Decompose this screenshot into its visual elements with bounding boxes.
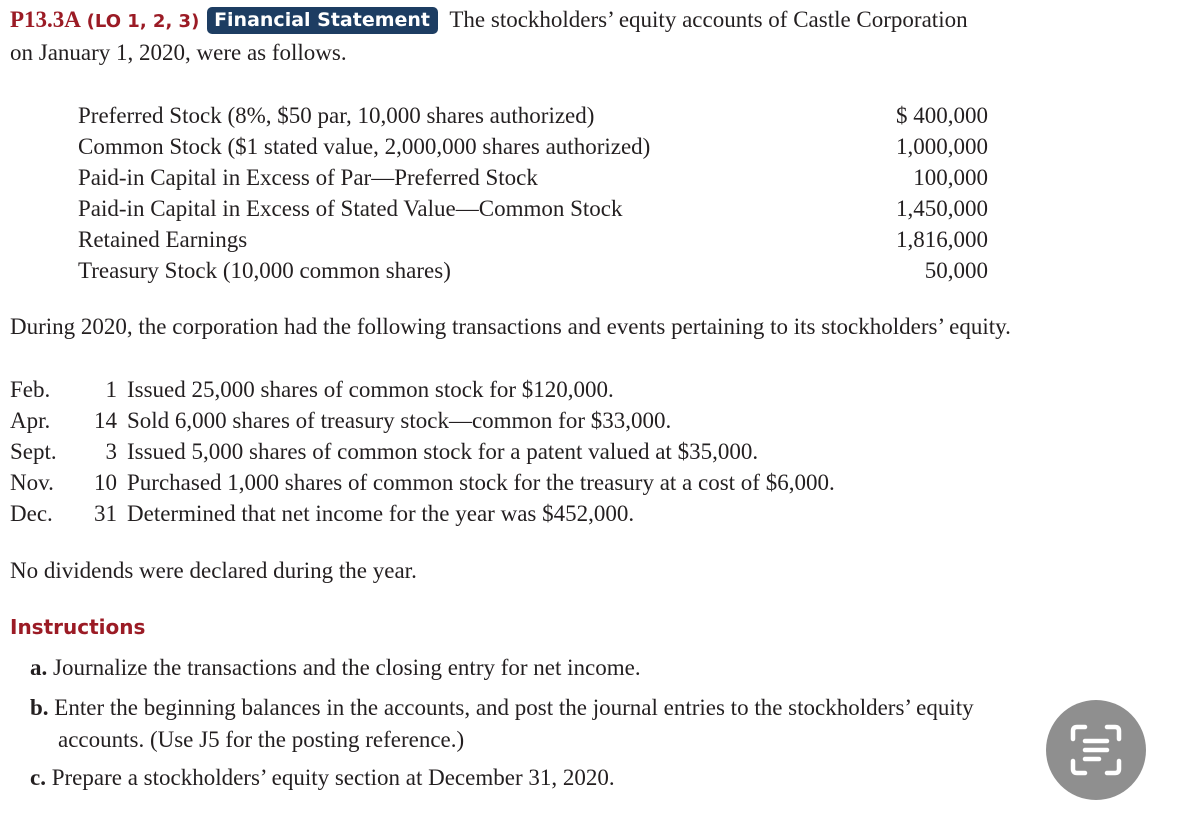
instruction-letter: b. [30,695,49,720]
account-name: Common Stock ($1 stated value, 2,000,000 shares authorized) [78,134,651,159]
transaction-row [10,405,835,436]
scan-text-icon [1067,721,1125,779]
instruction-text-cont: accounts. (Use J5 for the posting reference.) [58,727,465,752]
instruction-text: Enter the beginning balances in the accounts, and post the journal entries to the stockholders’ equity [54,695,974,720]
account-name: Treasury Stock (10,000 common shares) [78,258,451,283]
transaction-date: Apr. 14 [10,408,117,433]
transaction-text: Issued 5,000 shares of common stock for a patent valued at $35,000. [127,439,759,464]
transaction-text: Purchased 1,000 shares of common stock for the treasury at a cost of $6,000. [127,470,835,495]
account-row [78,224,988,255]
transaction-row [10,498,835,529]
account-name: Paid-in Capital in Excess of Stated Value—Common Stock [78,196,623,221]
instruction-text: Prepare a stockholders’ equity section at December 31, 2020. [51,765,615,790]
problem-intro: The stockholders’ equity accounts of Castle Corporation [449,7,968,32]
transaction-date: Dec. 31 [10,501,117,526]
account-amount: 50,000 [924,258,988,283]
learning-objectives: (LO 1, 2, 3) [86,11,200,32]
account-amount: 1,816,000 [896,227,988,252]
scan-text-button[interactable] [1046,700,1146,800]
transactions-list [10,374,835,529]
instruction-letter: c. [30,765,46,790]
instruction-letter: a. [30,655,48,680]
transaction-row [10,467,835,498]
instruction-item [30,692,1060,756]
account-amount: 100,000 [913,165,988,190]
account-row [78,193,988,224]
transaction-text: Determined that net income for the year was $452,000. [127,501,635,526]
transaction-date: Feb. 1 [10,377,117,402]
transaction-text: Sold 6,000 shares of treasury stock—common for $33,000. [127,408,672,433]
account-row [78,100,988,131]
instructions-title: Instructions [10,615,146,639]
account-amount: $ 400,000 [896,103,988,128]
problem-intro-cont: on January 1, 2020, were as follows. [10,40,347,65]
problem-number: P13.3A [10,7,81,32]
financial-statement-badge: Financial Statement [207,7,438,34]
account-name: Preferred Stock (8%, $50 par, 10,000 shares authorized) [78,103,595,128]
transaction-row [10,374,835,405]
account-balances [78,100,988,286]
account-amount: 1,450,000 [896,196,988,221]
transaction-row [10,436,835,467]
account-name: Retained Earnings [78,227,248,252]
instruction-item [30,762,1060,794]
account-row [78,255,988,286]
transaction-text: Issued 25,000 shares of common stock for $120,000. [127,377,614,402]
transactions-intro: During 2020, the corporation had the following transactions and events pertaining to its stockholders’ equity. [10,314,1011,339]
account-name: Paid-in Capital in Excess of Par—Preferred Stock [78,165,538,190]
account-amount: 1,000,000 [896,134,988,159]
instruction-item [30,652,1060,684]
transaction-date: Sept. 3 [10,439,117,464]
account-row [78,131,988,162]
account-row [78,162,988,193]
transaction-date: Nov. 10 [10,470,117,495]
problem-header [10,4,1160,68]
instruction-text: Journalize the transactions and the closing entry for net income. [53,655,641,680]
no-dividends-note: No dividends were declared during the year. [10,558,417,583]
